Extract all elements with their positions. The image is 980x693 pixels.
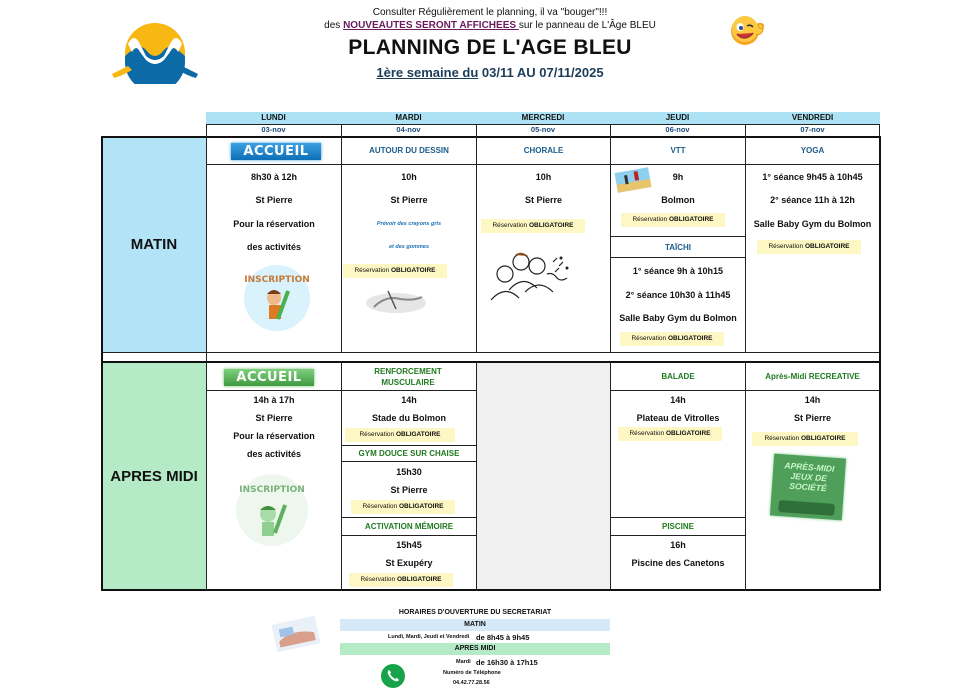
intro-line-2 bbox=[300, 20, 680, 31]
lundi-apres-line4: des activités bbox=[246, 449, 302, 459]
reservation-strong: OBLIGATOIRE bbox=[665, 430, 711, 437]
mardi-matin-time: 10h bbox=[401, 172, 417, 182]
mercredi-matin-place: St Pierre bbox=[524, 195, 563, 205]
activity-title-yoga: YOGA bbox=[800, 146, 825, 155]
reservation-prefix: Réservation bbox=[492, 222, 529, 229]
activity-title-renforcement: RENFORCEMENT MUSCULAIRE bbox=[374, 366, 442, 387]
week-dates: 03/11 AU 07/11/2025 bbox=[478, 65, 604, 80]
reservation-strong: OBLIGATOIRE bbox=[528, 222, 574, 229]
gym-douce-time: 15h30 bbox=[396, 467, 422, 477]
balade-time: 14h bbox=[670, 395, 686, 405]
reservation-badge bbox=[345, 428, 455, 442]
activity-title-apres-midi-recreative: Après-Midi RECREATIVE bbox=[765, 372, 860, 381]
lundi-matin-place: St Pierre bbox=[255, 195, 293, 205]
period-label-apres-midi: APRES MIDI bbox=[102, 363, 206, 589]
jeux-label-1: APRÈS-MIDI bbox=[784, 460, 835, 474]
piscine-time: 16h bbox=[670, 540, 686, 550]
footer-apres-bar: APRES MIDI bbox=[340, 643, 610, 655]
reservation-prefix: Réservation bbox=[362, 503, 399, 510]
phone-number: 04.42.77.28.56 bbox=[453, 680, 490, 686]
activity-title-autour-du-dessin: AUTOUR DU DESSIN bbox=[369, 146, 449, 155]
reservation-strong: OBLIGATOIRE bbox=[396, 576, 442, 583]
lundi-matin-time: 8h30 à 12h bbox=[250, 172, 298, 182]
inscription-green-illustration bbox=[230, 470, 314, 548]
date-lundi: 03-nov bbox=[261, 125, 286, 134]
inscription-illustration bbox=[241, 262, 313, 332]
reservation-badge bbox=[618, 427, 722, 441]
reservation-prefix: Réservation bbox=[764, 435, 801, 442]
footer-apres-days: Mardi bbox=[456, 659, 471, 665]
date-vendredi: 07-nov bbox=[800, 125, 825, 134]
reservation-strong: OBLIGATOIRE bbox=[398, 503, 444, 510]
mercredi-apres-empty bbox=[477, 363, 610, 589]
taichi-seance-2: 2° séance 10h30 à 11h45 bbox=[625, 290, 731, 300]
lundi-matin-line3: Pour la réservation bbox=[233, 219, 315, 229]
intro-text: sur le panneau de L'Âge BLEU bbox=[518, 20, 656, 31]
reservation-prefix: Réservation bbox=[359, 431, 396, 438]
drawing-hand-illustration bbox=[360, 287, 430, 317]
lundi-apres-time: 14h à 17h bbox=[253, 395, 295, 405]
day-header-vendredi: VENDREDI bbox=[745, 112, 880, 124]
footer-apres-hours: de 16h30 à 17h15 bbox=[476, 658, 538, 667]
age-bleu-logo bbox=[112, 22, 198, 84]
renforcement-place: Stade du Bolmon bbox=[372, 413, 446, 423]
day-header-mardi: MARDI bbox=[341, 112, 476, 124]
jeux-de-societe-illustration bbox=[768, 454, 848, 520]
mercredi-matin-time: 10h bbox=[535, 172, 552, 182]
svg-text:INSCRIPTION: INSCRIPTION bbox=[244, 275, 310, 285]
activity-title-balade: BALADE bbox=[661, 372, 695, 381]
jeux-label-2: JEUX DE bbox=[790, 470, 828, 484]
activity-title-gym-douce: GYM DOUCE SUR CHAISE bbox=[358, 449, 460, 458]
reservation-prefix: Réservation bbox=[360, 576, 397, 583]
recreative-place: St Pierre bbox=[793, 413, 832, 423]
phone-icon bbox=[381, 664, 405, 688]
lundi-apres-line3: Pour la réservation bbox=[233, 431, 315, 441]
mardi-matin-place: St Pierre bbox=[390, 195, 428, 205]
reservation-prefix: Réservation bbox=[768, 243, 805, 250]
period-label-matin: MATIN bbox=[102, 137, 206, 352]
activity-title-activation-memoire: ACTIVATION MÉMOIRE bbox=[364, 522, 454, 531]
balade-place: Plateau de Vitrolles bbox=[636, 413, 720, 423]
footer-matin-bar: MATIN bbox=[340, 619, 610, 631]
yoga-place: Salle Baby Gym du Bolmon bbox=[753, 219, 872, 229]
reservation-prefix: Réservation bbox=[631, 335, 668, 342]
phone-label: Numéro de Téléphone bbox=[443, 670, 501, 676]
activity-title-taichi: TAÏCHI bbox=[664, 242, 692, 252]
yoga-seance-1: 1° séance 9h45 à 10h45 bbox=[762, 172, 863, 182]
activity-title-vtt: VTT bbox=[670, 146, 686, 155]
reservation-badge bbox=[343, 264, 447, 278]
reservation-badge bbox=[752, 432, 858, 446]
activity-title-piscine: PISCINE bbox=[661, 522, 694, 531]
date-jeudi: 06-nov bbox=[665, 125, 690, 134]
choir-singers-illustration bbox=[483, 248, 578, 306]
recreative-time: 14h bbox=[804, 395, 821, 405]
reservation-prefix: Réservation bbox=[354, 267, 391, 274]
wink-emoji-icon bbox=[728, 14, 768, 48]
intro-line-1: Consulter Régulièrement le planning, il va "bouger"!!! bbox=[372, 7, 608, 18]
reservation-badge bbox=[481, 219, 585, 233]
reservation-strong: OBLIGATOIRE bbox=[800, 435, 846, 442]
mardi-matin-note2: et des gommes bbox=[388, 244, 430, 250]
reservation-badge bbox=[757, 240, 861, 254]
date-mardi: 04-nov bbox=[396, 125, 421, 134]
jeudi-matin-time: 9h bbox=[672, 172, 684, 182]
reservation-strong: OBLIGATOIRE bbox=[390, 267, 436, 274]
reservation-badge bbox=[351, 500, 455, 514]
secretariat-hours-title: HORAIRES D'OUVERTURE DU SECRETARIAT bbox=[398, 609, 552, 616]
day-header-jeudi: JEUDI bbox=[610, 112, 745, 124]
footer-matin-days: Lundi, Mardi, Jeudi et Vendredi bbox=[388, 634, 470, 640]
renforcement-time: 14h bbox=[401, 395, 417, 405]
jeudi-matin-place: Bolmon bbox=[661, 195, 695, 205]
reservation-badge bbox=[621, 213, 725, 227]
taichi-place: Salle Baby Gym du Bolmon bbox=[619, 313, 737, 323]
week-label: 1ère semaine du bbox=[376, 65, 479, 80]
reservation-badge bbox=[620, 332, 724, 346]
yoga-seance-2: 2° séance 11h à 12h bbox=[770, 195, 855, 205]
svg-text:INSCRIPTION: INSCRIPTION bbox=[239, 485, 305, 495]
activation-memoire-place: St Exupéry bbox=[385, 558, 433, 568]
date-mercredi: 05-nov bbox=[530, 125, 556, 134]
accueil-badge-apres: ACCUEIL bbox=[224, 369, 314, 386]
reservation-prefix: Réservation bbox=[632, 216, 669, 223]
lundi-apres-place: St Pierre bbox=[255, 413, 293, 423]
day-header-mercredi: MERCREDI bbox=[476, 112, 610, 124]
day-header-lundi: LUNDI bbox=[206, 112, 341, 124]
footer-matin-hours: de 8h45 à 9h45 bbox=[476, 633, 530, 642]
secretariat-photo bbox=[270, 614, 322, 654]
reservation-strong: OBLIGATOIRE bbox=[804, 243, 850, 250]
nouveautes-highlight: NOUVEAUTES SERONT AFFICHEES bbox=[343, 20, 519, 31]
gym-douce-place: St Pierre bbox=[390, 485, 428, 495]
piscine-place: Piscine des Canetons bbox=[631, 558, 725, 568]
accueil-badge-matin: ACCUEIL bbox=[231, 143, 321, 160]
jeux-label-3: SOCIÉTÉ bbox=[789, 480, 827, 494]
reservation-strong: OBLIGATOIRE bbox=[667, 335, 713, 342]
intro-text: des bbox=[324, 20, 344, 31]
activity-title-chorale: CHORALE bbox=[523, 146, 564, 155]
reservation-strong: OBLIGATOIRE bbox=[395, 431, 441, 438]
activation-memoire-time: 15h45 bbox=[396, 540, 422, 550]
taichi-seance-1: 1° séance 9h à 10h15 bbox=[632, 266, 724, 276]
mardi-matin-note1: Prévoir des crayons gris bbox=[376, 221, 442, 227]
page-title: PLANNING DE L'AGE BLEU bbox=[348, 36, 632, 59]
reservation-strong: OBLIGATOIRE bbox=[668, 216, 714, 223]
reservation-prefix: Réservation bbox=[629, 430, 666, 437]
reservation-badge bbox=[349, 573, 453, 587]
lundi-matin-line4: des activités bbox=[246, 242, 302, 252]
week-subtitle bbox=[300, 65, 680, 80]
